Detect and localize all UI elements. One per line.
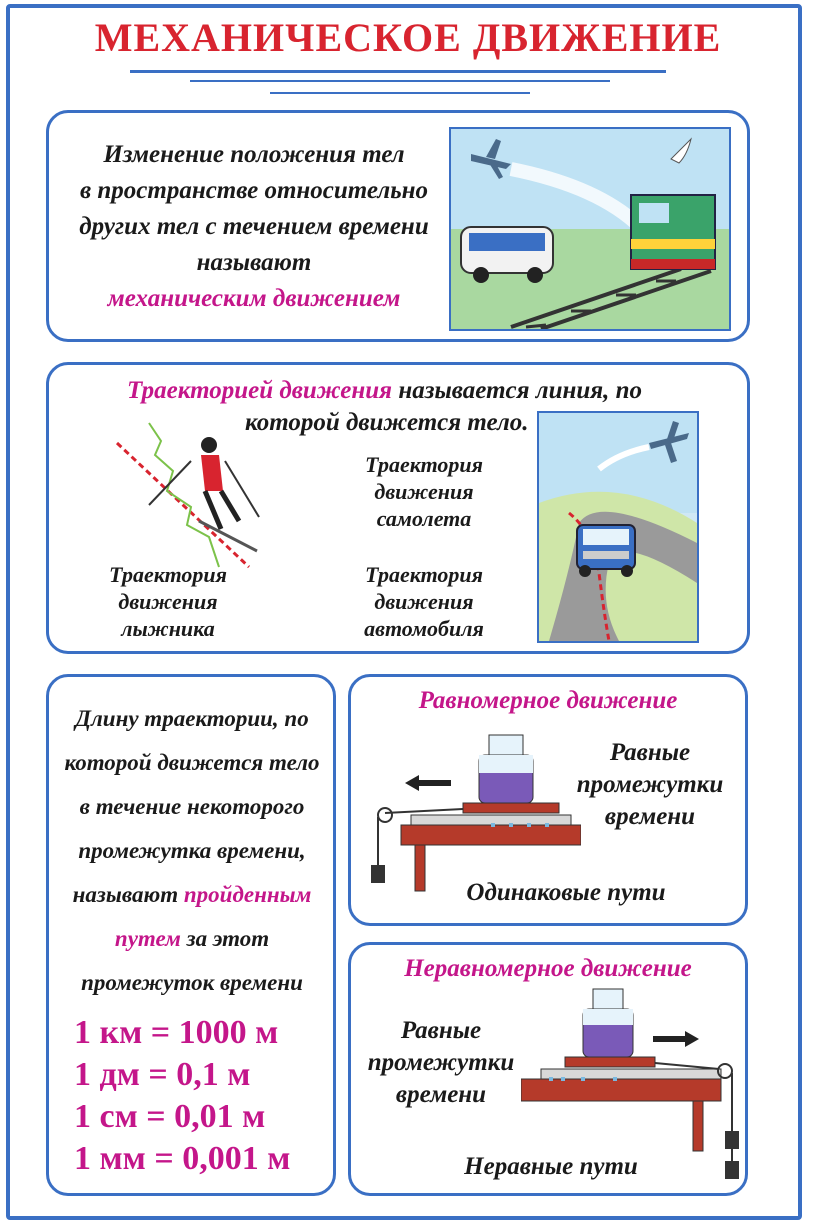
plane-label-line-3: самолета [376,506,472,531]
path-line-4: промежутка времени, [78,838,306,863]
weight-icon [371,865,385,883]
bottle-icon [479,735,533,803]
weight-icon [725,1131,739,1149]
panel-uniform-motion [348,674,748,926]
skier-label-line-1: Траектория [109,562,227,587]
nonuniform-bottom-label: Неравные пути [464,1153,638,1180]
path-line-1: Длину траектории, по [75,706,309,731]
title-rule-2 [190,80,610,82]
car-icon [577,525,635,577]
transport-illustration [449,127,731,331]
uniform-bottom-label: Одинаковые пути [466,879,666,906]
path-line-3: в течение некоторого [79,794,305,819]
trajectory-heading-rest: называется линия, по [392,377,643,404]
definition-highlight: механическим движением [107,285,401,312]
uniform-side-line-3: времени [604,803,696,830]
path-line-6 [53,917,331,961]
uniform-side-line-2: промежутки [576,771,724,798]
road-illustration [537,411,699,643]
bottle-icon [583,989,633,1057]
definition-line-1: Изменение положения тел [103,141,405,168]
skier-label-line-3: лыжника [121,616,215,641]
locomotive-icon [631,195,715,269]
arrow-right-icon [653,1031,699,1047]
panel-trajectory [46,362,750,654]
unit-cm: 1 см = 0,01 м [74,1098,266,1135]
path-line-5-start: называют [72,882,184,907]
car-label-line-1: Траектория [365,562,483,587]
uniform-heading: Равномерное движение [418,687,678,714]
path-line-5 [53,873,331,917]
title-rule-3 [270,92,530,94]
unit-mm: 1 мм = 0,001 м [74,1140,291,1177]
nonuniform-side-line-2: промежутки [367,1049,515,1076]
nonuniform-heading: Неравномерное движение [404,955,692,982]
definition-text [59,137,449,317]
plane-label-line-1: Траектория [365,452,483,477]
skier-label-line-2: движения [118,589,218,614]
skier-illustration [109,421,309,571]
title-rule-1 [130,70,666,73]
trajectory-heading-line-2: которой движется тело. [245,409,529,436]
uniform-side-label [575,737,725,833]
nonuniform-side-line-1: Равные [400,1017,482,1044]
uniform-cart-illustration [371,723,581,893]
uniform-side-line-1: Равные [609,739,691,766]
definition-line-2: в пространстве относительно [79,177,429,204]
skier-label [93,561,243,642]
unit-dm: 1 дм = 0,1 м [74,1056,251,1093]
path-line-7: промежуток времени [81,970,303,995]
plane-label [349,451,499,532]
path-term-part-2: путем [114,926,181,951]
weight-icon-2 [725,1161,739,1179]
plane-label-line-2: движения [374,479,474,504]
path-line-6-end: за этот [180,926,270,951]
path-term-part-1: пройденным [183,882,312,907]
panel-definition [46,110,750,342]
nonuniform-side-label [361,1015,521,1111]
car-label-line-2: движения [374,589,474,614]
panel-nonuniform-motion [348,942,748,1196]
poster-title: МЕХАНИЧЕСКОЕ ДВИЖЕНИЕ [94,15,722,60]
definition-line-3: других тел с течением времени [79,213,429,240]
unit-km: 1 км = 1000 м [74,1014,279,1051]
path-line-2: которой движется тело [64,750,320,775]
nonuniform-side-line-3: времени [395,1081,487,1108]
path-definition-text [53,697,331,1005]
arrow-left-icon [405,775,451,791]
definition-line-4: называют [196,249,312,276]
trajectory-heading-term: Траекторией движения [127,377,393,404]
trajectory-heading-line-1 [127,375,642,407]
car-label-line-3: автомобиля [364,616,484,641]
car-label [339,561,509,642]
